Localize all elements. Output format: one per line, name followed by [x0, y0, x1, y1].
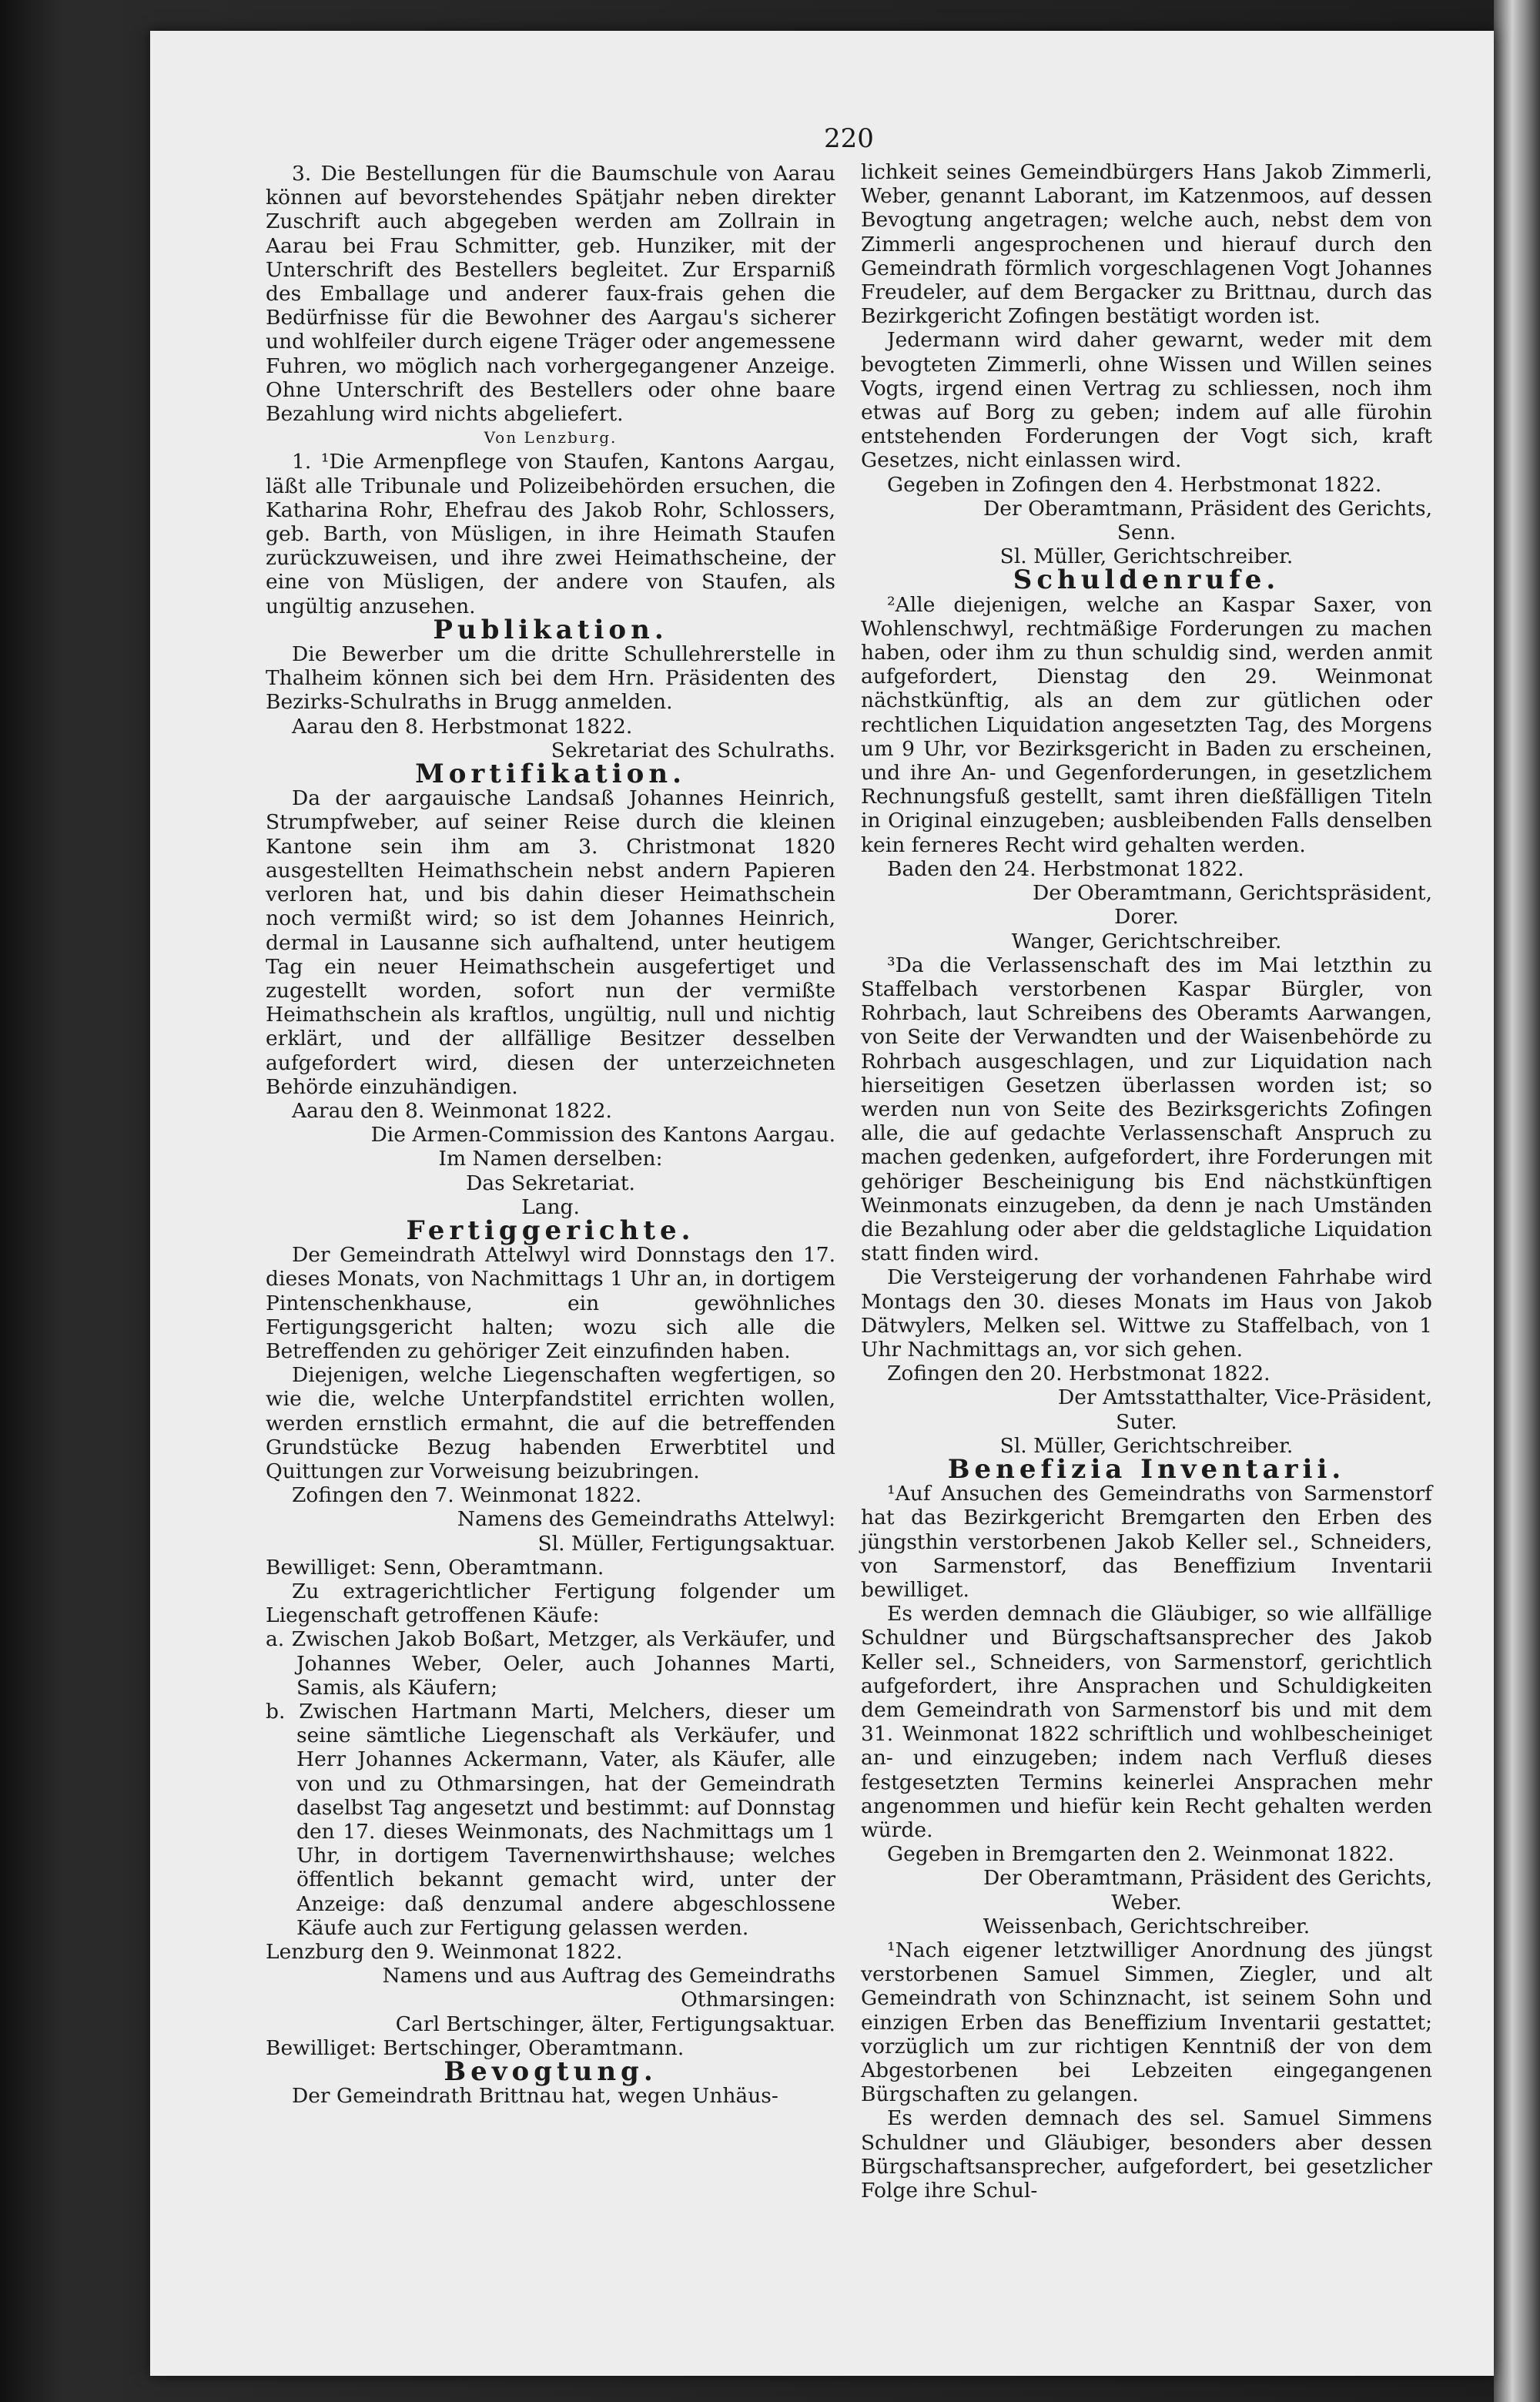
signature: Weissenbach, Gerichtschreiber. — [983, 1914, 1311, 1938]
article-paragraph: 3. Die Bestellungen für die Baumschule von Aarau können auf bevorstehendes Spätjahr neben direkter Zuschrift auch abgegeben werden am Zollrain in Aarau bei Frau Schmitter, geb. Hunziker, mit der Unterschrift des Bestellers begleitet. Zur Ersparniß des Emballage und anderer faux-frais gehen die Bedürfnisse für die Bewohner des Aargau's sicherer und wohlfeiler durch eigene Träger oder angemessene Fuhren, wo möglich nach vorhergegangener Anzeige. Ohne Unterschrift des Bestellers oder ohne baare Bezahlung wird nichts abgeliefert. — [266, 162, 835, 427]
article-paragraph: Zu extragerichtlicher Fertigung folgender um Liegenschaft getroffenen Käufe: — [266, 1579, 835, 1628]
signature: Carl Bertschinger, älter, Fertigungsaktuar. — [395, 2012, 835, 2036]
signature: Der Oberamtmann, Präsident des Gerichts, — [983, 1866, 1432, 1891]
article-paragraph: lichkeit seines Gemeindbürgers Hans Jakob Zimmerli, Weber, genannt Laborant, im Katzenmoos, auf dessen Bevogtung angetragen; welche auch, nebst dem von Zimmerli angesprochenen und hierauf durch den Gemeindrath förmlich vorgeschlagenen Vogt Johannes Freudeler, auf dem Bergacker zu Brittnau, durch das Bezirkgericht Zofingen bestätigt worden ist. — [861, 160, 1432, 329]
dateline: Gegeben in Zofingen den 4. Herbstmonat 1822. — [887, 472, 1382, 497]
signature: Im Namen derselben: — [438, 1147, 663, 1171]
dateline: Aarau den 8. Weinmonat 1822. — [292, 1098, 612, 1123]
signature: Dorer. — [1114, 905, 1179, 930]
article-paragraph: Die Bewerber um die dritte Schullehrerstelle in Thalheim können sich bei dem Hrn. Präsidenten des Bezirks-Schulraths in Brugg anmelden. — [266, 642, 835, 715]
place-heading: Von Lenzburg. — [484, 428, 618, 447]
signature: Der Oberamtmann, Präsident des Gerichts, — [983, 496, 1432, 521]
signature: Sl. Müller, Fertigungsaktuar. — [537, 1531, 835, 1556]
signature: Die Armen-Commission des Kantons Aargau. — [370, 1123, 835, 1147]
signature: Der Amtsstatthalter, Vice-Präsident, — [1058, 1385, 1432, 1410]
article-paragraph: Der Gemeindrath Brittnau hat, wegen Unhäus- — [292, 2084, 778, 2109]
dateline: Lenzburg den 9. Weinmonat 1822. — [266, 1940, 623, 1965]
article-paragraph: Es werden demnach des sel. Samuel Simmens Schuldner und Gläubiger, besonders aber dessen Bürgschaftsansprecher, aufgefordert, bei gesetzlicher Folge ihre Schul- — [861, 2106, 1432, 2203]
section-heading: Bevogtung. — [444, 2056, 658, 2088]
section-heading: Fertiggerichte. — [406, 1214, 695, 1246]
signature: Der Oberamtmann, Gerichtspräsident, — [1033, 881, 1432, 906]
approval: Bewilliget: Senn, Oberamtmann. — [266, 1555, 604, 1580]
article-paragraph: ²Alle diejenigen, welche an Kaspar Saxer, von Wohlenschwyl, rechtmäßige Forderungen zu machen haben, oder ihm zu thun schuldig sind, werden anmit aufgefordert, Dienstag den 29. Weinmonat nächstkünftig, als an dem zur gütlichen oder rechtlichen Liquidation angesetzten Tag, des Morgens um 9 Uhr, vor Bezirksgericht in Baden zu erscheinen, und ihre An- und Gegenforderungen, in gesetzlichem Rechnungsfuß gestellt, samt ihren dießfälligen Titeln in Original einzugeben; ausbleibenden Falls denselben kein ferneres Recht wird gehalten werden. — [861, 592, 1432, 857]
article-paragraph: Jedermann wird daher gewarnt, weder mit dem bevogteten Zimmerli, ohne Wissen und Willen seines Vogts, irgend einen Vertrag zu schliessen, noch ihm etwas auf Borg zu geben; indem auf alle fürohin entstehenden Forderungen der Vogt sich, kraft Gesetzes, nicht einlassen wird. — [861, 328, 1432, 473]
signature: Suter. — [1116, 1409, 1177, 1434]
right-column — [861, 160, 1432, 2203]
left-column — [266, 162, 835, 2108]
dateline: Zofingen den 7. Weinmonat 1822. — [292, 1483, 642, 1508]
section-heading: Publikation. — [433, 614, 668, 645]
page-number: 220 — [824, 123, 874, 154]
list-item: a. Zwischen Jakob Boßart, Metzger, als Verkäufer, und Johannes Weber, Oeler, auch Johannes Marti, Samis, als Käufern; — [266, 1627, 835, 1700]
approval: Bewilliget: Bertschinger, Oberamtmann. — [266, 2035, 685, 2060]
article-paragraph: ¹Nach eigener letztwilliger Anordnung des jüngst verstorbenen Samuel Simmen, Ziegler, und alt Gemeindrath von Schinznacht, ist seinem Sohn und einzigen Erben das Beneffizium Inventarii gestattet; vorzüglich um zur richtigen Kenntniß der von dem Abgestorbenen bei Lebzeiten eingegangenen Bürgschaften zu gelangen. — [861, 1938, 1432, 2107]
signature: Wanger, Gerichtschreiber. — [1011, 929, 1282, 953]
list-item: b. Zwischen Hartmann Marti, Melchers, dieser um seine sämtliche Liegenschaft als Verkäufer, und Herr Johannes Ackermann, Vater, als Käufer, alle von und zu Othmarsingen, hat der Gemeindrath daselbst Tag angesetzt und bestimmt: auf Donnstag den 17. dieses Weinmonats, des Nachmittags um 1 Uhr, in dortigem Tavernenwirthshause; welches öffentlich bekannt gemacht wird, unter der Anzeige: daß denzumal andere abgeschlossene Käufe auch zur Fertigung gelassen werden. — [266, 1700, 835, 1940]
article-paragraph: Es werden demnach die Gläubiger, so wie allfällige Schuldner und Bürgschaftsansprecher des Jakob Keller sel., Schneiders, von Sarmenstorf, gerichtlich aufgefordert, ihre Ansprachen und Schuldigkeiten dem Gemeindrath von Sarmenstorf bis und mit dem 31. Weinmonat 1822 schriftlich und wohlbescheiniget an- und einzugeben; indem nach Verfluß dieses festgesetzten Termins keinerlei Ansprachen mehr angenommen und hiefür kein Recht gehalten werden würde. — [861, 1602, 1432, 1843]
dateline: Zofingen den 20. Herbstmonat 1822. — [887, 1362, 1270, 1386]
signature: Senn. — [1116, 521, 1177, 545]
article-paragraph: 1. ¹Die Armenpflege von Staufen, Kantons Aargau, läßt alle Tribunale und Polizeibehörden ersuchen, die Katharina Rohr, Ehefrau des Jakob Rohr, Schlossers, geb. Barth, von Müsligen, in ihre Heimath Staufen zurückzuweisen, und ihre zwei Heimathscheine, der eine von Müsligen, der andere von Staufen, als ungültig anzusehen. — [266, 450, 835, 618]
signature: Sl. Müller, Gerichtschreiber. — [999, 544, 1294, 569]
dateline: Baden den 24. Herbstmonat 1822. — [887, 856, 1244, 881]
dateline: Aarau den 8. Herbstmonat 1822. — [292, 714, 633, 739]
section-heading: Schuldenrufe. — [1013, 564, 1281, 596]
signature: Das Sekretariat. — [466, 1171, 635, 1195]
article-paragraph: ³Da die Verlassenschaft des im Mai letzthin zu Staffelbach verstorbenen Kaspar Bürgler, von Rohrbach, laut Schreibens des Oberamts Aarwangen, von Seite der Verwandten und der Waisenbehörde zu Rohrbach ausgeschlagen, und zur Liquidation nach hierseitigen Gesetzen überlassen worden ist; so werden nun von Seite des Bezirksgerichts Zofingen alle, die auf gedachte Verlassenschaft Anspruch zu machen gedenken, aufgefordert, ihre Forderungen mit gehöriger Bescheinigung bis End nächstkünftigen Weinmonats einzugeben, da denn je nach Umständen die Bezahlung oder aber die geldstagliche Liquidation statt finden wird. — [861, 953, 1432, 1266]
article-paragraph: Diejenigen, welche Liegenschaften wegfertigen, so wie die, welche Unterpfandstitel errichten wollen, werden ernstlich ermahnt, die auf die betreffenden Grundstücke Bezug habenden Erwerbtitel und Quittungen zur Vorweisung beizubringen. — [266, 1363, 835, 1483]
article-paragraph: ¹Auf Ansuchen des Gemeindraths von Sarmenstorf hat das Bezirkgericht Bremgarten den Erben des jüngsthin verstorbenen Jakob Keller sel., Schneiders, von Sarmenstorf, das Beneffizium Inventarii bewilliget. — [861, 1482, 1432, 1602]
signature: Lang. — [521, 1194, 580, 1219]
dateline: Gegeben in Bremgarten den 2. Weinmonat 1822. — [887, 1842, 1394, 1867]
signature: Namens des Gemeindraths Attelwyl: — [457, 1507, 835, 1532]
signature: Sl. Müller, Gerichtschreiber. — [999, 1433, 1294, 1458]
article-paragraph: Der Gemeindrath Attelwyl wird Donnstags den 17. dieses Monats, von Nachmittags 1 Uhr an, in dortigem Pintenschenkhause, ein gewöhnliches Fertigungsgericht halten; wozu sich alle die Betreffenden zu gehöriger Zeit einzufinden haben. — [266, 1243, 835, 1363]
article-paragraph: Da der aargauische Landsaß Johannes Heinrich, Strumpfweber, auf seiner Reise durch die kleinen Kantone sein ihm am 3. Christmonat 1820 ausgestellten Heimathschein nebst andern Papieren verloren hat, und bis dahin dieser Heimathschein noch vermißt wird; so ist dem Johannes Heinrich, dermal in Lausanne sich aufhaltend, unter heutigem Tag ein neuer Heimathschein ausgefertiget und zugestellt worden, sofort nun der vermißte Heimathschein als kraftlos, ungültig, null und nichtig erklärt, und der allfällige Besitzer desselben aufgefordert wird, diesen der unterzeichneten Behörde einzuhändigen. — [266, 786, 835, 1099]
article-paragraph: Die Versteigerung der vorhandenen Fahrhabe wird Montags den 30. dieses Monats im Haus von Jakob Dätwylers, Melken sel. Wittwe zu Staffelbach, von 1 Uhr Nachmittags an, vor sich gehen. — [861, 1265, 1432, 1362]
section-heading: Benefizia Inventarii. — [947, 1453, 1346, 1485]
signature: Sekretariat des Schulraths. — [551, 738, 835, 762]
section-heading: Mortifikation. — [415, 759, 686, 790]
signature: Weber. — [1111, 1890, 1182, 1915]
signature: Namens und aus Auftrag des Gemeindraths Othmarsingen: — [382, 1964, 835, 2012]
page-edge — [1494, 0, 1540, 2402]
